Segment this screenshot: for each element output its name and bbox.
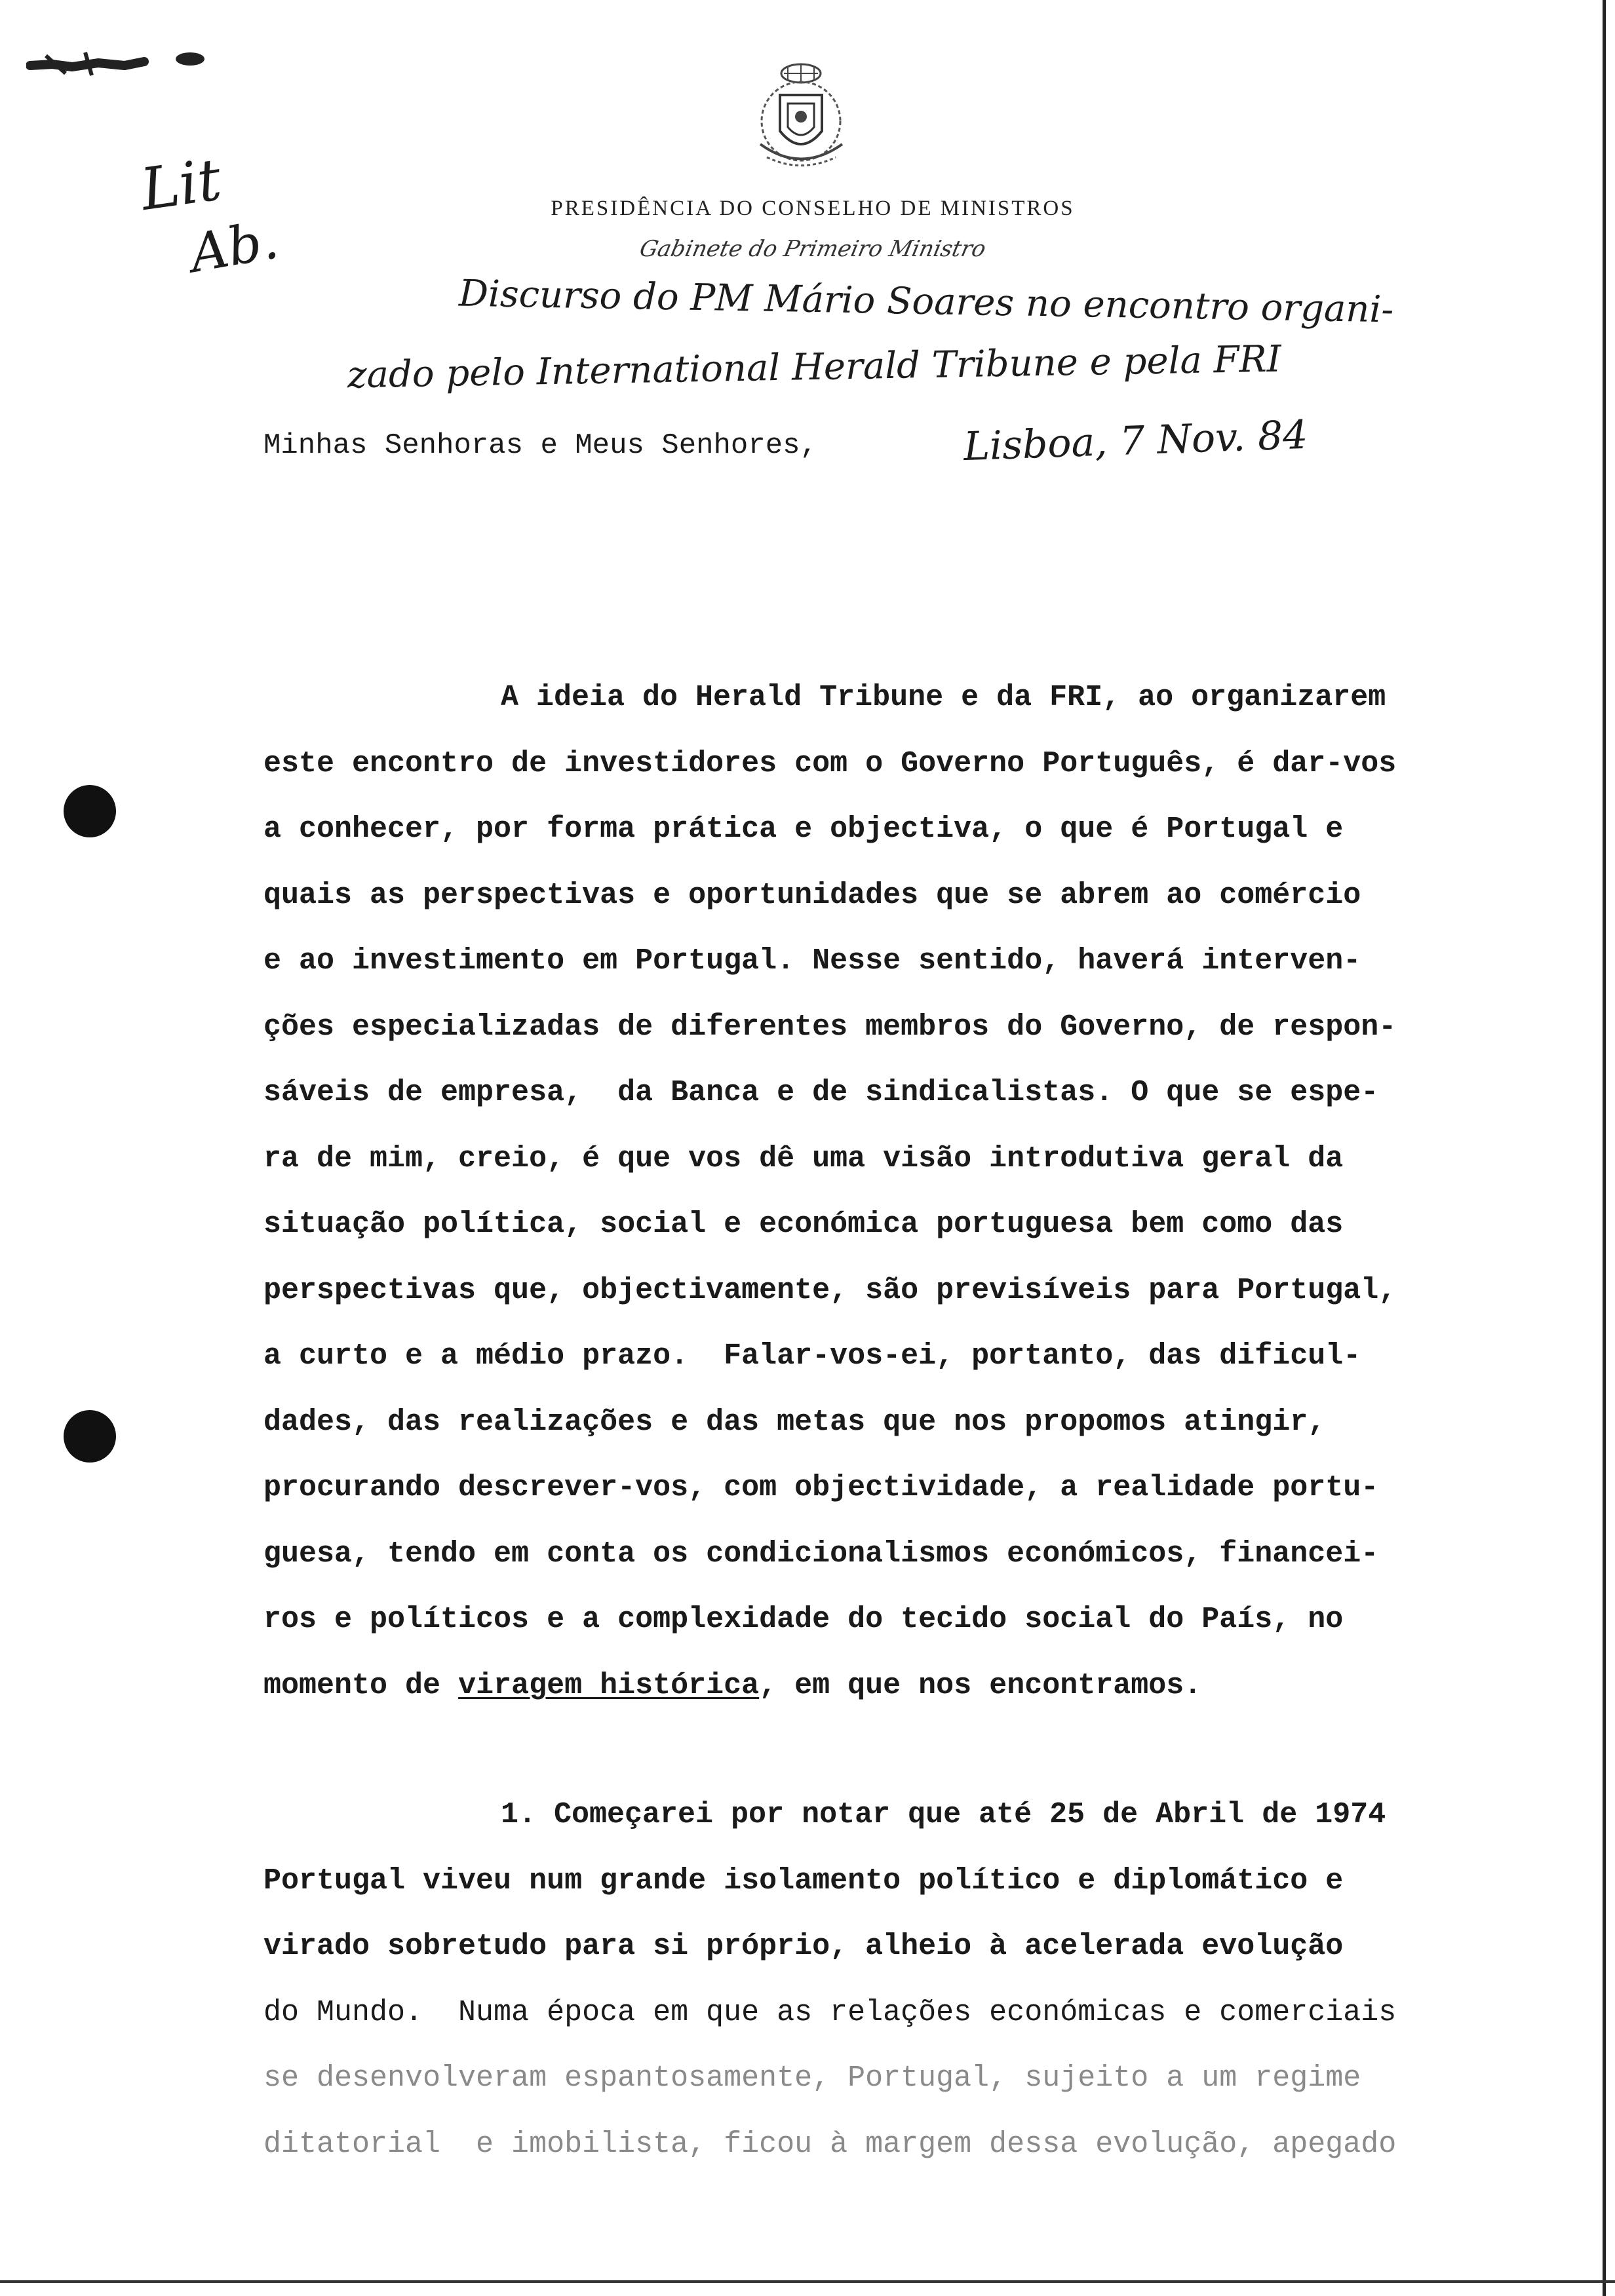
handwritten-initials-1: Lit	[136, 145, 225, 223]
scan-edge-bottom	[0, 2280, 1615, 2283]
punch-hole-lower	[64, 1410, 116, 1463]
text-line: guesa, tendo em conta os condicionalismos económicos, financei-	[263, 1537, 1379, 1571]
handwritten-initials-2: Ab.	[185, 209, 283, 284]
text-line: ros e políticos e a complexidade do tecido social do País, no	[263, 1603, 1344, 1636]
text-line: situação política, social e económica portuguesa bem como das	[263, 1208, 1344, 1241]
text-fragment: momento de	[263, 1668, 459, 1702]
salutation: Minhas Senhoras e Meus Senhores,	[263, 429, 817, 462]
text-line: se desenvolveram espantosamente, Portugal, sujeito a um regime	[263, 2061, 1361, 2095]
punch-hole-upper	[64, 785, 116, 837]
text-line: do Mundo. Numa época em que as relações económicas e comerciais	[263, 1995, 1397, 2029]
scribble-mark	[26, 39, 210, 98]
text-line: procurando descrever-vos, com objectividade, a realidade portu-	[263, 1471, 1379, 1504]
text-line-last	[263, 1653, 1542, 1719]
letterhead-subtitle: Gabinete do Primeiro Ministro	[637, 236, 988, 262]
text-line: ra de mim, creio, é que vos dê uma visão introdutiva geral da	[263, 1141, 1344, 1176]
text-line: ções especializadas de diferentes membros do Governo, de respon-	[263, 1010, 1397, 1044]
handwritten-place-date: Lisboa, 7 Nov. 84	[962, 411, 1309, 470]
text-line: virado sobretudo para si próprio, alheio à acelerada evolução	[263, 1930, 1344, 1963]
handwritten-note-line-1: Discurso do PM Mário Soares no encontro organi-	[458, 272, 1394, 332]
coat-of-arms-crest	[747, 59, 855, 174]
text-line: dades, das realizações e das metas que nos propomos atingir,	[263, 1405, 1326, 1439]
handwritten-note-line-2: zado pelo International Herald Tribune e pela FRI	[347, 337, 1282, 397]
text-line: sáveis de empresa, da Banca e de sindicalistas. O que se espe-	[263, 1076, 1379, 1109]
paragraph-intro	[263, 665, 1542, 1719]
underlined-phrase: viragem histórica	[458, 1668, 760, 1702]
text-line: a curto e a médio prazo. Falar-vos-ei, portanto, das dificul-	[263, 1339, 1361, 1373]
text-line: ditatorial e imobilista, ficou à margem dessa evolução, apegado	[263, 2127, 1397, 2161]
text-line: a conhecer, por forma prática e objectiva, o que é Portugal e	[263, 813, 1344, 846]
text-line: A ideia do Herald Tribune e da FRI, ao organizarem	[501, 681, 1386, 714]
text-line: este encontro de investidores com o Governo Português, é dar-vos	[263, 746, 1397, 780]
text-line: 1. Começarei por notar que até 25 de Abril de 1974	[501, 1798, 1386, 1831]
text-fragment: , em que nos encontramos.	[759, 1668, 1202, 1702]
letterhead-title: PRESIDÊNCIA DO CONSELHO DE MINISTROS	[551, 197, 1075, 220]
paragraph-section-1	[263, 1782, 1542, 2177]
text-line: quais as perspectivas e oportunidades que se abrem ao comércio	[263, 878, 1361, 912]
text-line: perspectivas que, objectivamente, são previsíveis para Portugal,	[263, 1273, 1397, 1307]
text-line: e ao investimento em Portugal. Nesse sentido, haverá interven-	[263, 944, 1361, 978]
text-line: Portugal viveu num grande isolamento político e diplomático e	[263, 1864, 1344, 1898]
scan-edge-right	[1603, 0, 1606, 2296]
